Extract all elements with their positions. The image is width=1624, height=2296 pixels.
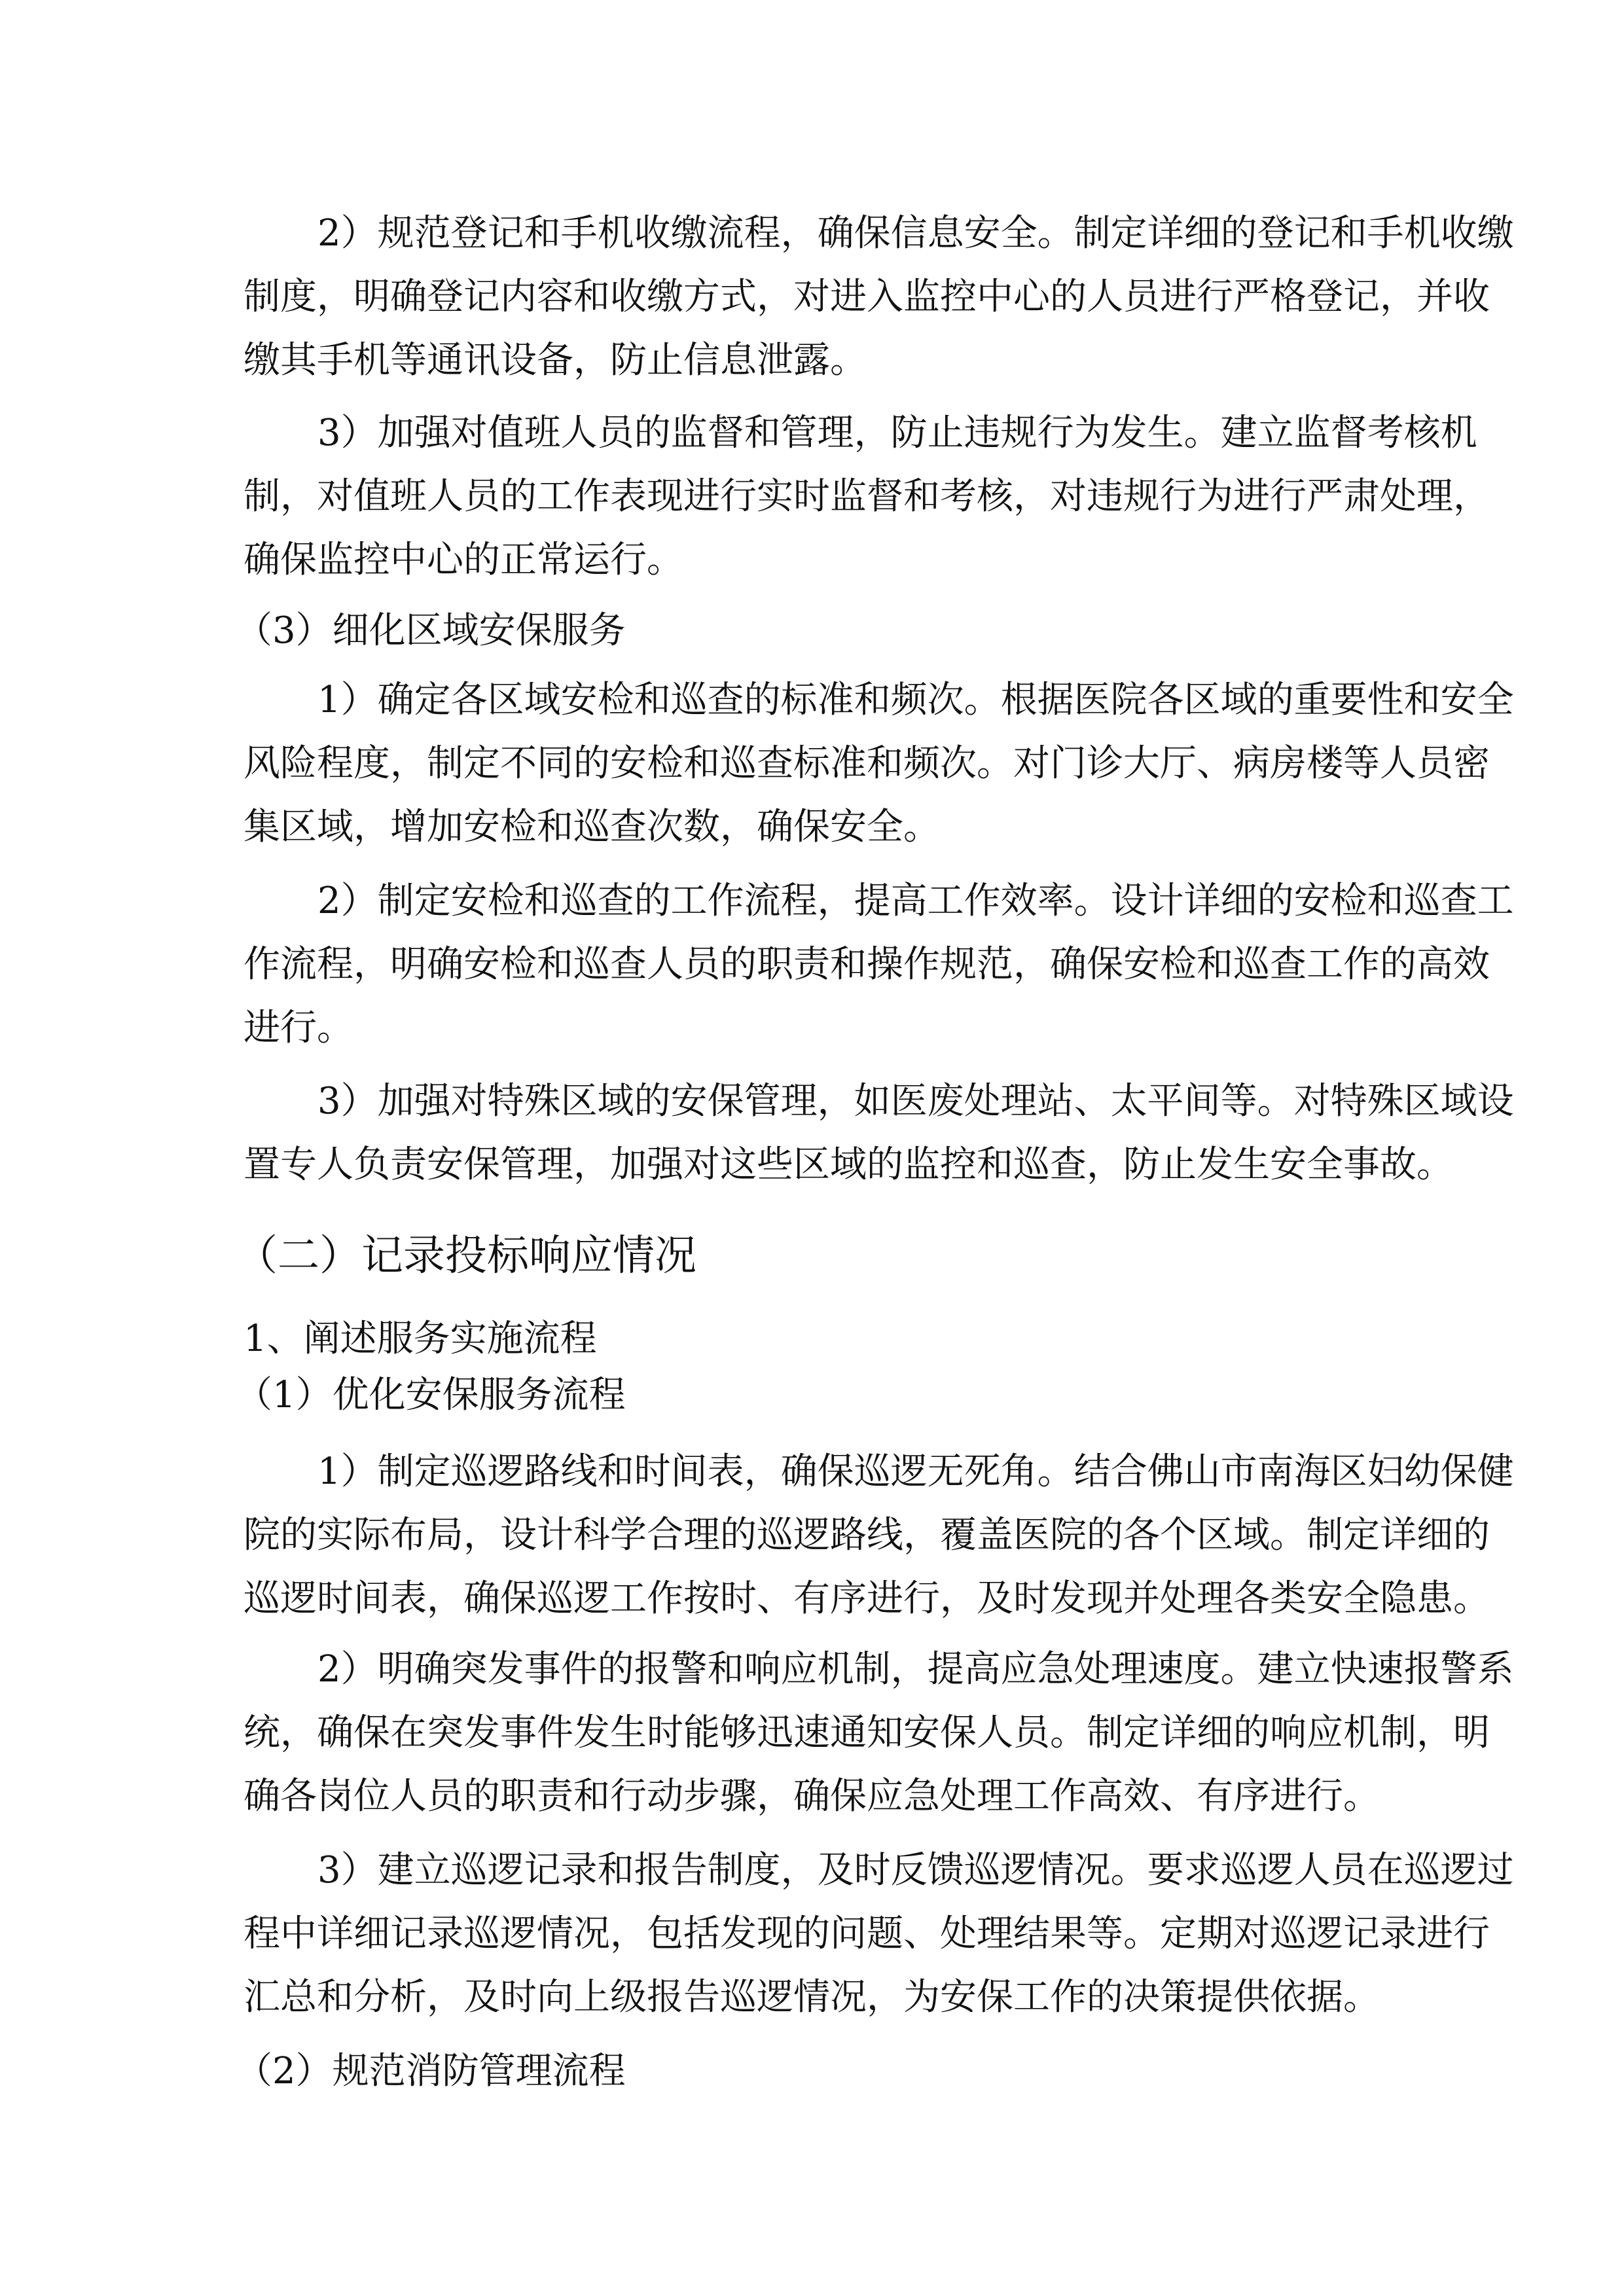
text-line: 程中详细记录巡逻情况，包括发现的问题、处理结果等。定期对巡逻记录进行: [244, 1912, 1490, 1955]
paragraph-patrol-records: [244, 1839, 1514, 2029]
subheading-area-security: [236, 599, 626, 662]
text-line: 2）明确突发事件的报警和响应机制，提高应急处理速度。建立快速报警系: [317, 1648, 1514, 1691]
text-line: 巡逻时间表，确保巡逻工作按时、有序进行，及时发现并处理各类安全隐患。: [244, 1577, 1490, 1620]
text-line: 确各岗位人员的职责和行动步骤，确保应急处理工作高效、有序进行。: [244, 1775, 1380, 1818]
paragraph-special-areas: [244, 1069, 1514, 1196]
text-line: （1）优化安保服务流程: [236, 1374, 626, 1416]
text-line: 统，确保在突发事件发生时能够迅速通知安保人员。制定详细的响应机制，明: [244, 1712, 1490, 1754]
text-line: 1、阐述服务实施流程: [244, 1318, 597, 1360]
paragraph-emergency-response: [244, 1638, 1514, 1828]
text-line: 制，对值班人员的工作表现进行实时监督和考核，对违规行为进行严肃处理，: [244, 475, 1490, 518]
text-line: （二）记录投标响应情况: [236, 1232, 696, 1280]
text-line: 2）规范登记和手机收缴流程，确保信息安全。制定详细的登记和手机收缴: [317, 212, 1514, 255]
text-line: 1）确定各区域安检和巡查的标准和频次。根据医院各区域的重要性和安全: [317, 679, 1514, 721]
text-line: 院的实际布局，设计科学合理的巡逻路线，覆盖医院的各个区域。制定详细的: [244, 1514, 1490, 1556]
subheading-fire-management: [236, 2039, 626, 2103]
heading-service-process: [244, 1307, 597, 1371]
text-line: 汇总和分析，及时向上级报告巡逻情况，为安保工作的决策提供依据。: [244, 1976, 1380, 2018]
text-line: 缴其手机等通讯设备，防止信息泄露。: [244, 339, 867, 382]
text-line: 3）加强对特殊区域的安保管理，如医废处理站、太平间等。对特殊区域设: [317, 1080, 1514, 1122]
text-line: 作流程，明确安检和巡查人员的职责和操作规范，确保安检和巡查工作的高效: [244, 943, 1490, 986]
subheading-optimize-security: [236, 1363, 626, 1427]
text-line: 风险程度，制定不同的安检和巡查标准和频次。对门诊大厅、病房楼等人员密: [244, 742, 1490, 785]
text-line: 确保监控中心的正常运行。: [244, 539, 683, 581]
text-line: 置专人负责安保管理，加强对这些区域的监控和巡查，防止发生安全事故。: [244, 1143, 1453, 1186]
text-line: 进行。: [244, 1007, 353, 1049]
text-line: 3）建立巡逻记录和报告制度，及时反馈巡逻情况。要求巡逻人员在巡逻过: [317, 1849, 1514, 1892]
paragraph-registration: [244, 202, 1514, 392]
text-line: 1）制定巡逻路线和时间表，确保巡逻无死角。结合佛山市南海区妇幼保健: [317, 1450, 1514, 1493]
text-line: （2）规范消防管理流程: [236, 2050, 626, 2092]
section-heading-bid-response: [236, 1225, 696, 1288]
text-line: 制度，明确登记内容和收缴方式，对进入监控中心的人员进行严格登记，并收: [244, 276, 1490, 318]
text-line: 3）加强对值班人员的监督和管理，防止违规行为发生。建立监督考核机: [317, 412, 1477, 454]
text-line: 2）制定安检和巡查的工作流程，提高工作效率。设计详细的安检和巡查工: [317, 880, 1514, 922]
paragraph-inspection-standards: [244, 668, 1514, 859]
text-line: （3）细化区域安保服务: [236, 609, 626, 652]
paragraph-patrol-route: [244, 1440, 1514, 1630]
paragraph-duty-supervision: [244, 401, 1490, 592]
paragraph-inspection-workflow: [244, 869, 1514, 1060]
text-line: 集区域，增加安检和巡查次数，确保安全。: [244, 806, 940, 848]
